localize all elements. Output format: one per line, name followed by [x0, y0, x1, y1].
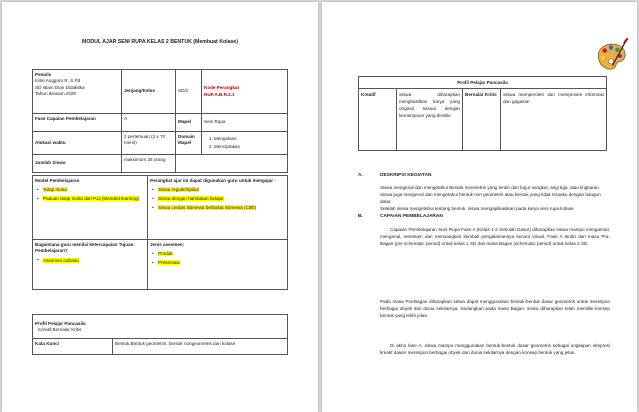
- jenjang-value: SD/2: [176, 70, 202, 114]
- section-a-paragraph: Setelah siswa mengetahui tentang bentuk, siswa mengaplikasikan pada karya seni rupa kolase: [380, 206, 574, 212]
- fase-label: Fase Capaian Pembelajaran: [33, 114, 122, 132]
- perangkat-label: Perangkat ajar ini dapat digunakan guru untuk mengajar :: [150, 177, 276, 183]
- profil-pelajar-table: [358, 76, 607, 151]
- section-b-number: B.: [358, 214, 363, 219]
- perangkat-item: Siswa dengan hambatan belajar: [158, 196, 224, 202]
- bernalar-text: Siswa memperoleh dan memproses informasi dan gagasan: [501, 89, 607, 151]
- section-a-number: A.: [358, 173, 363, 178]
- jenis-cell: [148, 240, 288, 290]
- profil-value: Kreatif,Bernalar Kritis: [38, 327, 82, 333]
- mapel-value: Seni Rupa: [202, 114, 288, 132]
- domain-item: 1. Mengalami: [214, 136, 285, 143]
- jumlah-label: Jumlah Siswa: [33, 155, 122, 173]
- identity-table: [32, 69, 288, 173]
- method-table: [32, 175, 288, 290]
- domain-item: 2. Menciptakan: [214, 144, 285, 151]
- empty-cell: [176, 155, 288, 173]
- jenis-label: Jenis asesmen:: [150, 241, 185, 247]
- kode-cell: [202, 70, 288, 114]
- section-b-heading: [358, 214, 443, 219]
- domain-label: Domain Mapel: [176, 132, 202, 155]
- menilai-cell: [33, 240, 148, 290]
- perangkat-item: Siswa cerdas istimewa berbakat istimewa (CIBI): [158, 205, 257, 211]
- section-b-paragraph-1: Capaian Pembelajaran Seni Rupa Fase A (Kelas 1-2 Sekolah Dasar) diharapkan siswa mampu mengamati, mengenal, merekam dan menuangkan kembali pengalamannya secara visual. Fase A terdiri dari masa Pra-Bagan (pre schematic period) untuk kelas 1 SD dan masa Bagan (schematic period) untuk kelas 2 SD.: [380, 227, 610, 247]
- jumlah-value: maksimum 28 orang: [122, 155, 176, 173]
- document-title: MODUL AJAR SENI RUPA KELAS 2 BENTUK (Membuat Kolase): [82, 39, 238, 45]
- profile-table-title: Profil Pelajar Pancasila: [359, 77, 607, 89]
- document-page-left: [2, 2, 318, 412]
- profil-cell: [33, 315, 288, 339]
- model-item: Tatap muka: [43, 187, 67, 193]
- kode-value: RUP.A.B.R.2.1: [204, 91, 235, 97]
- section-a-body: [380, 184, 610, 212]
- menilai-item: Asesmen individu: [43, 257, 80, 263]
- section-b-paragraph-3: Di akhir fase A, siswa mampu menggunakan bentuk-bentuk dasar geometris sebagai ungkapan ekspresi kreatif dalam merespon berbagai obyek dari dunia sekitarnya dengan konsep bentuk yang jelas.: [380, 343, 610, 356]
- alokasi-label: Alokasi waktu: [33, 132, 122, 155]
- model-label: Model Pembelajaran: [35, 177, 80, 183]
- profil-label: Profil Pelajar Pancasila: [35, 320, 86, 326]
- jenis-item: Produk: [158, 251, 173, 257]
- profile-keyword-table: [32, 314, 288, 355]
- kode-label: Kode Perangkat: [204, 84, 239, 90]
- section-a-paragraph: Siswa mengenal dan mengetahui Bentuk Geometris yang terdiri dari bujur sangkar, segi tiga, atau lingkaran. Siswa juga mengenal dan mengetahui bentuk non geometris atau bentuk yang tidak terpaku dengan bangun datar.: [380, 185, 601, 205]
- perangkat-cell: [148, 176, 288, 240]
- kata-value: Bentuk,Bentuk geometris, bentuk nongeometris dan kolase: [113, 339, 288, 355]
- menilai-label: Bagaimana guru menilai ketercapaian Tujuan Pembelajaran?: [35, 241, 134, 254]
- author-name: Kiski Anggoro R, S.Pd: [35, 78, 81, 84]
- section-b-paragraph-2: Pada masa Pra-Bagan diharapkan siswa dapat menggunakan bentuk-bentuk dasar geometris untuk merespon berbagai obyek dari dunia sekitarnya. Sedangkan pada masa Bagan, siswa diharapkan telah memiliki konsep bentuk yang lebih jelas.: [380, 299, 610, 319]
- kreatif-text: Siswa diharapkan menghasilkan karya yang original sesuai dengan kemampuan yang dimiliki: [397, 89, 463, 151]
- jenis-item: Presentasi: [158, 260, 180, 266]
- art-palette-icon: [593, 38, 629, 74]
- school-name: SD Islam Dian Didaktika: [35, 84, 85, 90]
- section-b-title: CAPAIAN PEMBELAJARAN: [380, 214, 443, 219]
- fase-value: A: [122, 114, 176, 132]
- section-a-title: DESKRIPSI KEGIATAN: [380, 173, 432, 178]
- domain-cell: [202, 132, 288, 155]
- kata-label: Kata Kunci: [33, 339, 113, 355]
- author-cell: [33, 70, 122, 114]
- model-item: Paduan tatap muka dan PJJ (blended learning): [43, 196, 140, 202]
- perangkat-item: Siswa reguler/tipikal: [158, 187, 199, 193]
- year-text: Tahun disusun 2020: [35, 91, 77, 97]
- alokasi-value: 2 pertemuan (2 x 70 menit): [122, 132, 176, 155]
- document-page-right: [322, 2, 637, 412]
- section-a-heading: [358, 173, 432, 178]
- jenjang-label: Jenjang/Kelas: [122, 70, 176, 114]
- kreatif-head: Kreatif: [359, 89, 397, 151]
- model-cell: [33, 176, 148, 240]
- author-label: Penulis: [35, 71, 52, 77]
- bernalar-head: Bernalar Kritis: [463, 89, 501, 151]
- mapel-label: Mapel: [176, 114, 202, 132]
